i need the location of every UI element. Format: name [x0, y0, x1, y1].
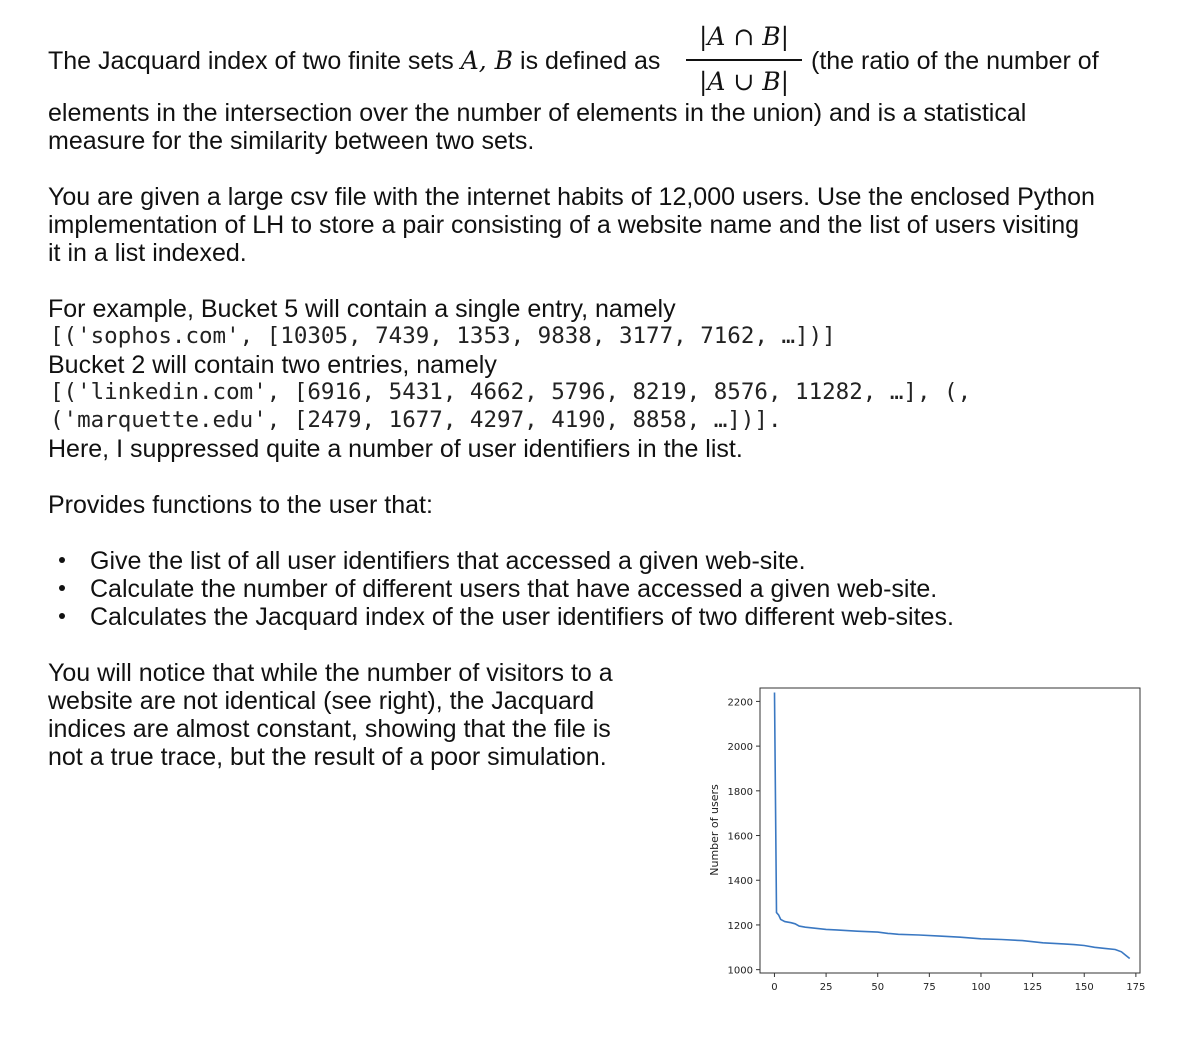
example-intro-1: For example, Bucket 5 will contain a single entry, namely [48, 295, 676, 323]
y-axis [728, 697, 760, 976]
closing-line-1: You will notice that while the number of visitors to a [48, 659, 613, 687]
sets-symbol: A, B [460, 46, 514, 75]
x-tick-label: 125 [1023, 982, 1043, 993]
functions-intro: Provides functions to the user that: [48, 491, 433, 519]
task-line-3: it in a list indexed. [48, 239, 247, 267]
definition-line-2: elements in the intersection over the number of elements in the union) and is a statistical [48, 99, 1027, 127]
jacquard-fraction [684, 20, 804, 100]
example-note: Here, I suppressed quite a number of user identifiers in the list. [48, 435, 743, 463]
definition-line-3: measure for the similarity between two sets. [48, 127, 535, 155]
y-tick-label: 1200 [727, 920, 753, 932]
y-axis-label: Number of users [708, 784, 721, 876]
fraction-numerator: |A ∩ B| [698, 22, 790, 51]
function-item-3: Calculates the Jacquard index of the user identifiers of two different web-sites. [90, 603, 954, 631]
example-code-3: ('marquette.edu', [2479, 1677, 4297, 4190, 8858, …])]. [50, 407, 782, 433]
definition-line-1 [48, 47, 660, 75]
y-tick-label: 1400 [727, 876, 753, 888]
y-tick-label: 1600 [727, 831, 753, 843]
fraction-denominator: |A ∪ B| [698, 67, 790, 96]
x-tick-label: 100 [971, 982, 991, 993]
visitors-line [775, 693, 1130, 959]
x-tick-label: 175 [1126, 982, 1146, 993]
plot-frame [760, 688, 1140, 973]
bullet-1 [59, 557, 65, 563]
task-line-2: implementation of LH to store a pair consisting of a website name and the list of users visiting [48, 211, 1080, 239]
definition-before: The Jacquard index of two finite sets [48, 47, 461, 75]
x-tick-label: 50 [871, 982, 885, 993]
example-code-2: [('linkedin.com', [6916, 5431, 4662, 5796, 8219, 8576, 11282, …], (, [50, 379, 972, 405]
function-item-1: Give the list of all user identifiers that accessed a given web-site. [90, 547, 806, 575]
x-tick-label: 0 [771, 982, 778, 993]
example-code-1: [('sophos.com', [10305, 7439, 1353, 9838, 3177, 7162, …])] [50, 323, 836, 349]
closing-line-2: website are not identical (see right), the Jacquard [48, 687, 595, 715]
example-intro-2: Bucket 2 will contain two entries, namely [48, 351, 497, 379]
y-tick-label: 1800 [727, 786, 753, 798]
y-tick-label: 1000 [727, 965, 753, 977]
closing-line-3: indices are almost constant, showing that the file is [48, 715, 611, 743]
x-axis [771, 973, 1145, 993]
fraction-bar [686, 59, 802, 61]
task-line-1: You are given a large csv file with the internet habits of 12,000 users. Use the enclosed Python [48, 183, 1095, 211]
y-tick-label: 2200 [727, 697, 753, 709]
closing-line-4: not a true trace, but the result of a poor simulation. [48, 743, 607, 771]
definition-paren: (the ratio of the number of [811, 47, 1099, 75]
x-tick-label: 75 [922, 982, 936, 993]
x-tick-label: 150 [1074, 982, 1094, 993]
bullet-3 [59, 613, 65, 619]
function-item-2: Calculate the number of different users that have accessed a given web-site. [90, 575, 938, 603]
definition-after: is defined as [513, 47, 661, 75]
visitors-chart [700, 680, 1150, 1000]
y-tick-label: 2000 [727, 742, 753, 754]
bullet-2 [59, 585, 65, 591]
x-tick-label: 25 [819, 982, 833, 993]
